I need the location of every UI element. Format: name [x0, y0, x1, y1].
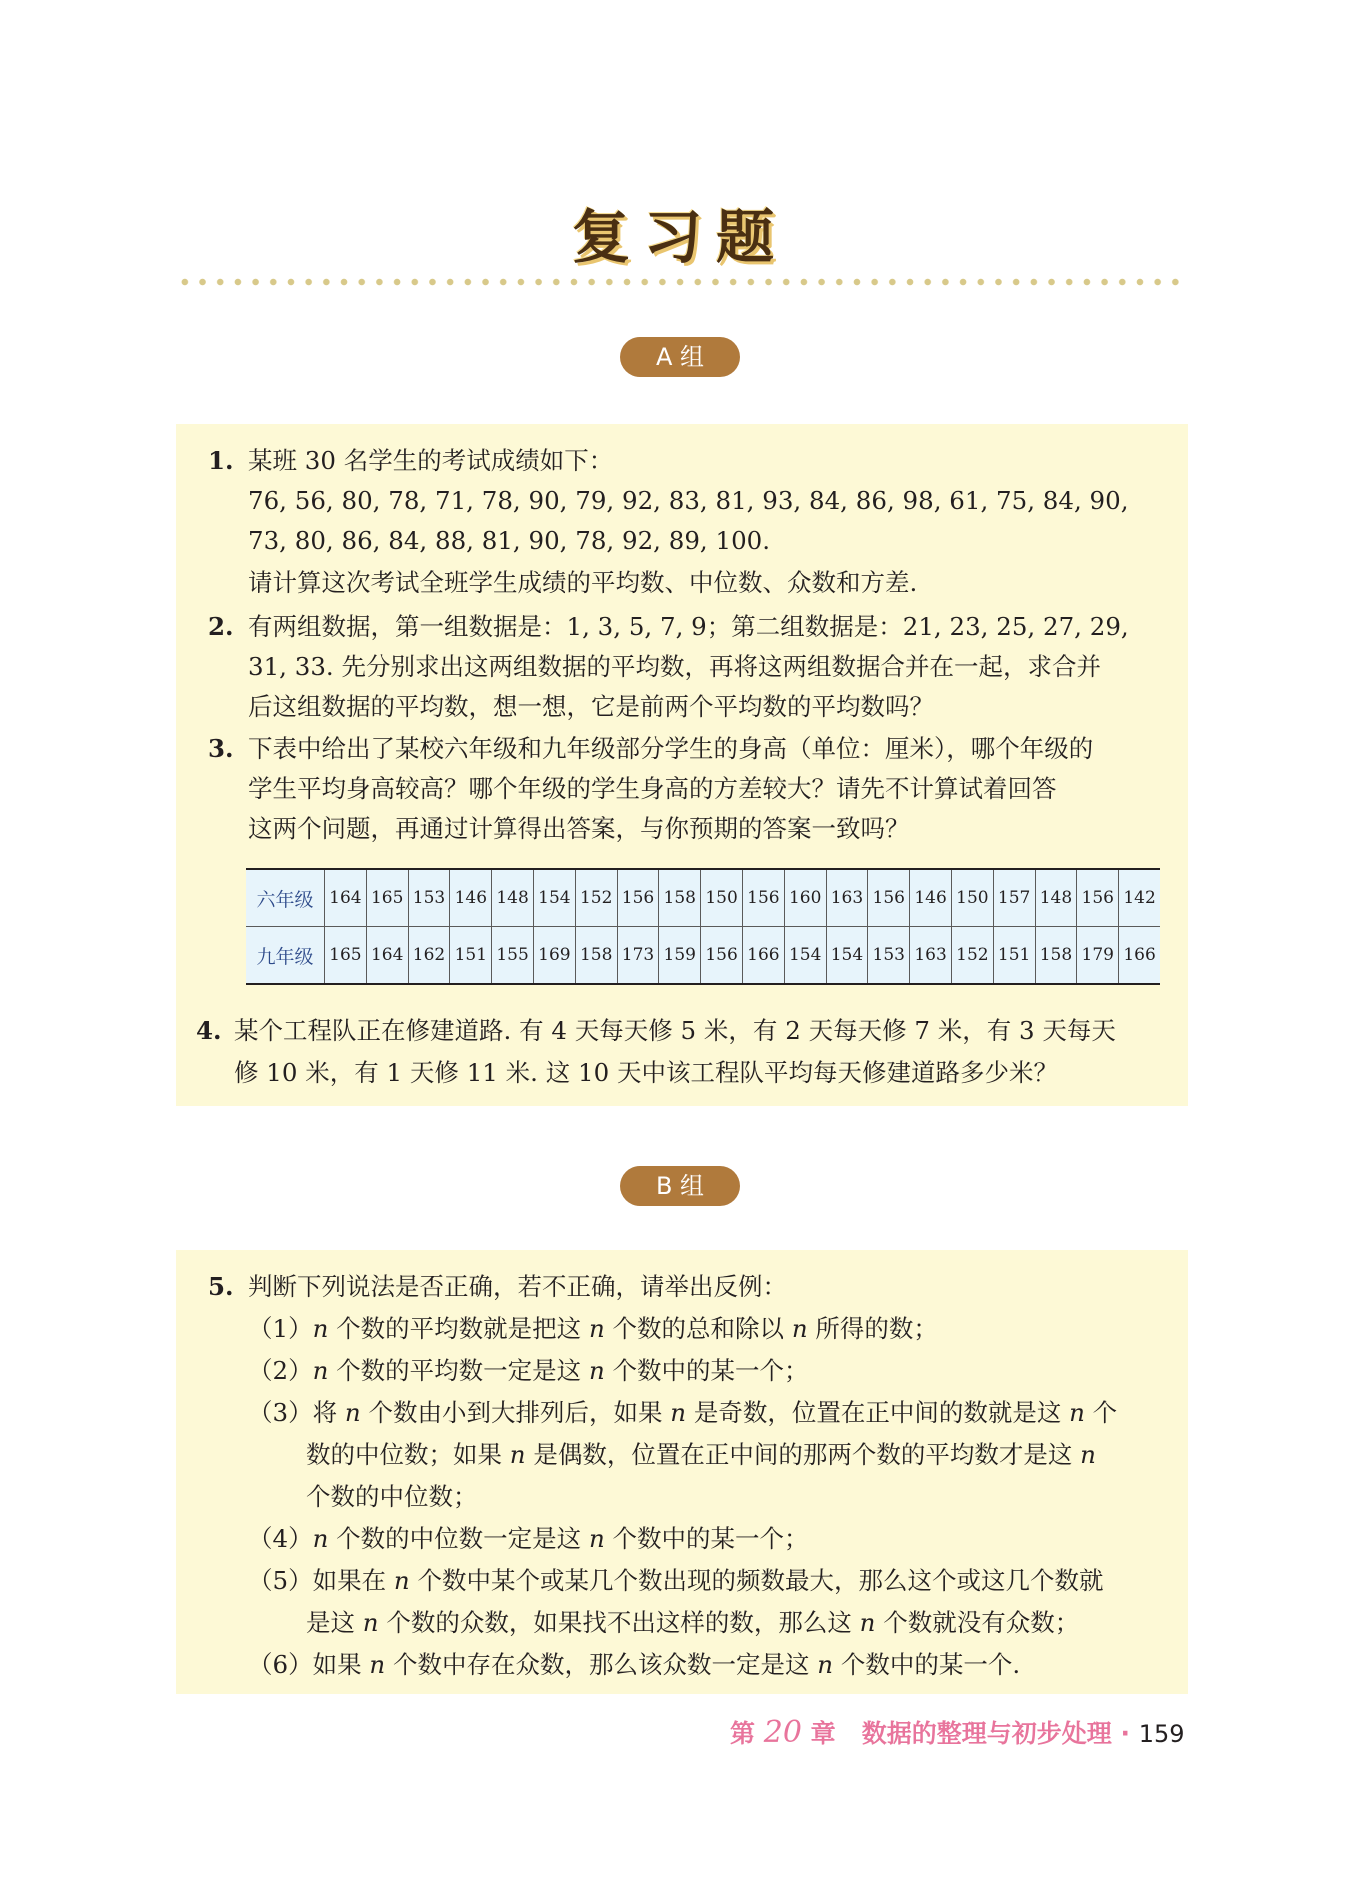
- table-cell: 148: [1035, 869, 1077, 927]
- item-text: 是偶数，位置在正中间的那两个数的平均数才是这: [525, 1440, 1081, 1469]
- item-text: 个数的中位数一定是这: [328, 1524, 589, 1553]
- table-cell: 151: [450, 927, 492, 985]
- math-var: n: [859, 1608, 876, 1637]
- item-text: （4）: [248, 1524, 313, 1553]
- table-cell: 156: [742, 869, 784, 927]
- table-cell: 153: [408, 869, 450, 927]
- math-var: n: [344, 1398, 361, 1427]
- math-var: n: [791, 1314, 808, 1343]
- statement-1: [248, 1314, 938, 1344]
- statement-2: [248, 1356, 809, 1386]
- table-cell: 163: [826, 869, 868, 927]
- table-cell: 160: [784, 869, 826, 927]
- problem-5-intro: 判断下列说法是否正确，若不正确，请举出反例：: [248, 1272, 787, 1301]
- statement-5-line-2: [306, 1608, 1079, 1638]
- table-cell: 152: [951, 927, 993, 985]
- group-a-label: A 组: [620, 337, 740, 377]
- problem-2-line-3: 后这组数据的平均数，想一想，它是前两个平均数的平均数吗？: [248, 692, 934, 721]
- table-cell: 156: [1077, 869, 1119, 927]
- statement-3-line-2: [306, 1440, 1096, 1470]
- table-row-grade-9: [246, 927, 1160, 985]
- table-cell: 166: [742, 927, 784, 985]
- item-text: 所得的数；: [807, 1314, 938, 1343]
- statement-3-line-1: [248, 1398, 1117, 1428]
- item-text: 是奇数，位置在正中间的数就是这: [686, 1398, 1070, 1427]
- problem-1-number: 1.: [208, 446, 234, 475]
- table-row-grade-6: [246, 869, 1160, 927]
- problem-3-number: 3.: [208, 734, 234, 763]
- table-cell: 150: [951, 869, 993, 927]
- problem-1-line-3: 73, 80, 86, 84, 88, 81, 90, 78, 92, 89, 100.: [248, 526, 771, 555]
- chapter-number: 20: [763, 1715, 802, 1750]
- item-text: 个数中某个或某几个数出现的频数最大，那么这个或这几个数就: [409, 1566, 1104, 1595]
- math-var: n: [509, 1440, 526, 1469]
- table-cell: 164: [366, 927, 408, 985]
- math-var: n: [312, 1524, 329, 1553]
- table-cell: 165: [325, 927, 367, 985]
- page-footer: [730, 1714, 1185, 1750]
- table-cell: 165: [366, 869, 408, 927]
- item-text: 个数中的某一个.: [833, 1650, 1021, 1679]
- statement-5-line-1: [248, 1566, 1103, 1596]
- group-b-label: B 组: [620, 1166, 740, 1206]
- problem-3-line-3: 这两个问题，再通过计算得出答案，与你预期的答案一致吗？: [248, 814, 910, 843]
- math-var: n: [393, 1566, 410, 1595]
- page-title: 复习题: [571, 203, 788, 271]
- problem-2-number: 2.: [208, 612, 234, 641]
- problem-3-line-1: 下表中给出了某校六年级和九年级部分学生的身高（单位：厘米），哪个年级的: [248, 734, 1094, 763]
- math-var: n: [588, 1356, 605, 1385]
- item-text: （3）将: [248, 1398, 345, 1427]
- table-cell: 156: [617, 869, 659, 927]
- chapter-prefix: 第: [730, 1719, 756, 1748]
- row-label: 六年级: [246, 869, 325, 927]
- statement-6: [248, 1650, 1020, 1680]
- table-cell: 156: [868, 869, 910, 927]
- math-var: n: [670, 1398, 687, 1427]
- page-number: 159: [1138, 1720, 1185, 1748]
- table-cell: 158: [659, 869, 701, 927]
- statement-3-line-3: 个数的中位数；: [306, 1482, 478, 1511]
- problem-1-line-1: 某班 30 名学生的考试成绩如下：: [248, 446, 614, 475]
- item-text: （2）: [248, 1356, 313, 1385]
- item-text: 个数中的某一个；: [604, 1356, 809, 1385]
- item-text: 个: [1084, 1398, 1118, 1427]
- table-cell: 179: [1077, 927, 1119, 985]
- item-text: 个数中的某一个；: [604, 1524, 809, 1553]
- problem-4-line-1: 某个工程队正在修建道路. 有 4 天每天修 5 米，有 2 天每天修 7 米，有 3 天每天: [234, 1016, 1116, 1045]
- item-text: 个数的众数，如果找不出这样的数，那么这: [378, 1608, 860, 1637]
- math-var: n: [312, 1356, 329, 1385]
- problem-4-line-2: 修 10 米，有 1 天修 11 米. 这 10 天中该工程队平均每天修建道路多少米？: [234, 1058, 1058, 1087]
- problem-2-line-1: 有两组数据，第一组数据是：1, 3, 5, 7, 9；第二组数据是：21, 23, 25, 27, 29,: [248, 612, 1129, 641]
- table-cell: 150: [701, 869, 743, 927]
- dotted-divider: [176, 278, 1188, 286]
- chapter-title: 数据的整理与初步处理 ·: [861, 1719, 1130, 1748]
- table-cell: 152: [575, 869, 617, 927]
- item-text: 个数由小到大排列后，如果: [360, 1398, 671, 1427]
- table-cell: 142: [1119, 869, 1160, 927]
- table-cell: 156: [701, 927, 743, 985]
- table-cell: 154: [533, 869, 575, 927]
- problem-3-line-2: 学生平均身高较高？哪个年级的学生身高的方差较大？请先不计算试着回答: [248, 774, 1057, 803]
- table-cell: 151: [993, 927, 1035, 985]
- problem-1-line-4: 请计算这次考试全班学生成绩的平均数、中位数、众数和方差.: [248, 568, 918, 597]
- math-var: n: [312, 1314, 329, 1343]
- problem-2-line-2: 31, 33. 先分别求出这两组数据的平均数，再将这两组数据合并在一起，求合并: [248, 652, 1101, 681]
- math-var: n: [817, 1650, 834, 1679]
- table-cell: 153: [868, 927, 910, 985]
- table-cell: 154: [784, 927, 826, 985]
- table-cell: 158: [1035, 927, 1077, 985]
- math-var: n: [362, 1608, 379, 1637]
- item-text: 个数中存在众数，那么该众数一定是这: [385, 1650, 818, 1679]
- problem-4-number: 4.: [196, 1016, 222, 1045]
- table-cell: 158: [575, 927, 617, 985]
- item-text: （1）: [248, 1314, 313, 1343]
- item-text: 个数的平均数就是把这: [328, 1314, 589, 1343]
- table-cell: 163: [910, 927, 952, 985]
- table-cell: 148: [492, 869, 534, 927]
- table-cell: 146: [910, 869, 952, 927]
- chapter-suffix: 章: [810, 1719, 836, 1748]
- table-cell: 173: [617, 927, 659, 985]
- table-cell: 154: [826, 927, 868, 985]
- item-text: 数的中位数；如果: [306, 1440, 510, 1469]
- table-cell: 155: [492, 927, 534, 985]
- table-cell: 164: [325, 869, 367, 927]
- table-cell: 157: [993, 869, 1035, 927]
- row-label: 九年级: [246, 927, 325, 985]
- table-cell: 166: [1119, 927, 1160, 985]
- math-var: n: [588, 1314, 605, 1343]
- table-cell: 159: [659, 927, 701, 985]
- item-text: （6）如果: [248, 1650, 370, 1679]
- math-var: n: [369, 1650, 386, 1679]
- math-var: n: [1080, 1440, 1096, 1469]
- item-text: 个数的总和除以: [604, 1314, 792, 1343]
- item-text: （5）如果在: [248, 1566, 394, 1595]
- table-cell: 146: [450, 869, 492, 927]
- statement-4: [248, 1524, 809, 1554]
- table-cell: 162: [408, 927, 450, 985]
- height-table: [246, 868, 1160, 985]
- math-var: n: [1069, 1398, 1085, 1427]
- problem-1-line-2: 76, 56, 80, 78, 71, 78, 90, 79, 92, 83, 81, 93, 84, 86, 98, 61, 75, 84, 90,: [248, 486, 1129, 515]
- item-text: 是这: [306, 1608, 363, 1637]
- table-cell: 169: [533, 927, 575, 985]
- item-text: 个数的平均数一定是这: [328, 1356, 589, 1385]
- item-text: 个数就没有众数；: [875, 1608, 1080, 1637]
- problem-5-number: 5.: [208, 1272, 234, 1301]
- math-var: n: [588, 1524, 605, 1553]
